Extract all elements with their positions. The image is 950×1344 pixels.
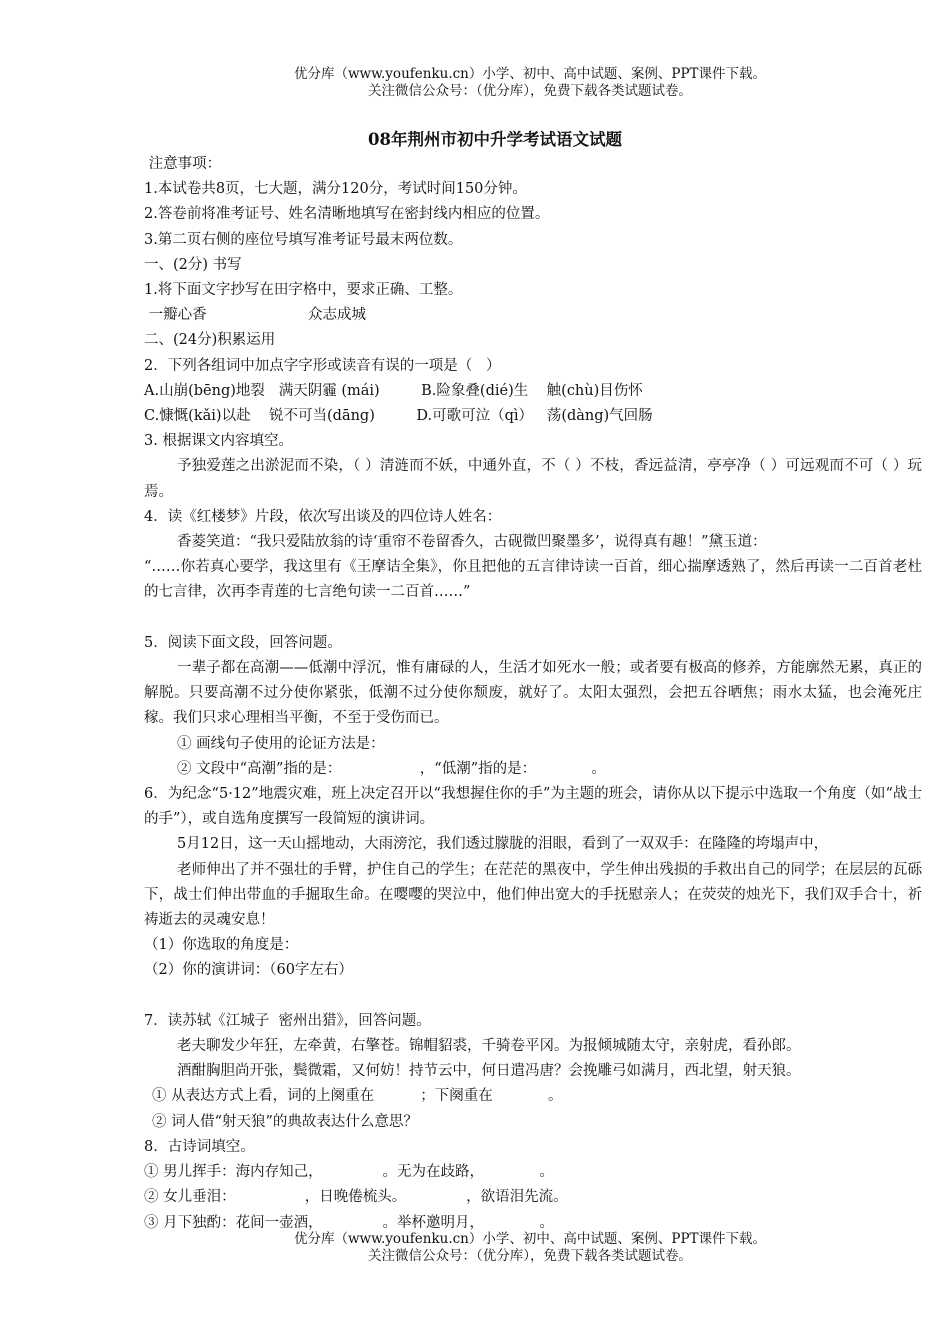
- q6-stem: 6．为纪念“5·12”地震灾难，班上决定召开以“我想握住你的手”为主题的班会，请你从以下提示中选取一个角度（如“战士的手”），或自选角度撰写一段简短的演讲词。: [144, 786, 922, 828]
- q2-options-ab: A.山崩(bēng)地裂 满天阴霾 (mái) B.险象叠(dié)生 触(chù)目伤怀: [144, 382, 643, 399]
- exam-content: [144, 152, 922, 1236]
- q7-stem: 7．读苏轼《江城子 密州出猎》，回答问题。: [144, 1012, 431, 1029]
- q2-options-cd: C.慷慨(kǎi)以赴 锐不可当(dāng) D.可歌可泣（qì） 荡(dàng)气回肠: [144, 408, 653, 425]
- q3-text: 予独爱莲之出淤泥而不染，（ ）清涟而不妖，中通外直，不（ ）不枝，香远益清，亭亭净（ ）可远观而不可（ ）玩焉。: [144, 458, 922, 500]
- notes-heading: 注意事项：: [144, 156, 222, 172]
- part2-heading: 二、(24分)积累运用: [144, 332, 276, 349]
- q5-stem: 5．阅读下面文段，回答问题。: [144, 634, 342, 651]
- q8-stem: 8．古诗词填空。: [144, 1138, 255, 1155]
- q8-line-3: ③ 月下独酌：花间一壶酒， 。举杯邀明月， 。: [144, 1214, 554, 1231]
- q7-sub-1: ① 从表达方式上看，词的上阕重在 ；下阕重在 。: [152, 1088, 563, 1105]
- q4-text-1: 香菱笑道：“我只爱陆放翁的诗‘重帘不卷留香久，古砚微凹聚墨多’，说得真有趣！”黛玉道：: [177, 534, 767, 551]
- header-line-1: 优分库（www.youfenku.cn）小学、初中、高中试题、案例、PPT课件下载。: [293, 66, 767, 82]
- note-2: 2.答卷前将准考证号、姓名清晰地填写在密封线内相应的位置。: [144, 206, 550, 223]
- q4-text-2: “……你若真心要学，我这里有《王摩诘全集》，你且把他的五言律诗读一百首，细心揣摩透熟了，然后再读一二百首老杜的七言律，次再李青莲的七言绝句读一二百首……”: [144, 559, 922, 601]
- q8-line-2: ② 女儿垂泪： ，日晚倦梳头。 ，欲语泪先流。: [144, 1189, 568, 1206]
- page-header: [0, 66, 950, 100]
- q8-line-1: ① 男儿挥手：海内存知己， 。无为在歧路， 。: [144, 1164, 554, 1181]
- q7-poem-line-1: 老夫聊发少年狂，左牵黄，右擎苍。锦帽貂裘，千骑卷平冈。为报倾城随太守，亲射虎，看孙郎。: [177, 1038, 801, 1055]
- page-footer: [0, 1231, 950, 1265]
- q2-stem: 2．下列各组词中加点字字形或读音有误的一项是（ ）: [144, 357, 501, 374]
- q1-stem: 1.将下面文字抄写在田字格中，要求正确、工整。: [144, 282, 463, 299]
- q3-stem: 3. 根据课文内容填空。: [144, 433, 293, 450]
- q6-paragraph-2: 老师伸出了并不强壮的手臂，护住自己的学生；在茫茫的黑夜中，学生伸出残损的手救出自己的同学；在层层的瓦砾下，战士们伸出带血的手掘取生命。在嘤嘤的哭泣中，他们伸出宽大的手抚慰亲人；在荧荧的烛光下，我们双手合十，祈祷逝去的灵魂安息！: [144, 861, 922, 929]
- q4-stem: 4．读《红楼梦》片段，依次写出谈及的四位诗人姓名：: [144, 508, 502, 525]
- q7-sub-2: ② 词人借“射天狼”的典故表达什么意思？: [152, 1113, 418, 1130]
- q7-poem-line-2: 酒酣胸胆尚开张，鬓微霜，又何妨！持节云中，何日遣冯唐？会挽雕弓如满月，西北望，射天狼。: [177, 1063, 801, 1080]
- header-line-2: 关注微信公众号：（优分库），免费下载各类试题试卷。: [368, 83, 692, 99]
- footer-line-1: 优分库（www.youfenku.cn）小学、初中、高中试题、案例、PPT课件下载。: [293, 1231, 767, 1247]
- q5-sub-1: ① 画线句子使用的论证方法是：: [177, 735, 385, 752]
- exam-title: 08年荆州市初中升学考试语文试题: [368, 130, 622, 149]
- q1-words: 一瓣心香 众志成城: [144, 307, 367, 324]
- q5-text: 一辈子都在高潮——低潮中浮沉，惟有庸碌的人，生活才如死水一般；或者要有极高的修养，方能廓然无累，真正的解脱。只要高潮不过分使你紧张，低潮不过分使你颓废，就好了。太阳太强烈，会把五谷晒焦；雨水太猛，也会淹死庄稼。我们只求心理相当平衡，不至于受伤而已。: [144, 660, 922, 727]
- footer-line-2: 关注微信公众号：（优分库），免费下载各类试题试卷。: [368, 1248, 692, 1264]
- note-3: 3.第二页右侧的座位号填写准考证号最末两位数。: [144, 231, 463, 248]
- note-1: 1.本试卷共8页，七大题，满分120分，考试时间150分钟。: [144, 181, 527, 198]
- q6-paragraph-1: 5月12日，这一天山摇地动，大雨滂沱，我们透过朦胧的泪眼，看到了一双双手：在隆隆的垮塌声中，: [177, 836, 829, 853]
- q5-sub-2: ② 文段中“高潮”指的是： ，“低潮”指的是： 。: [177, 760, 606, 777]
- part1-heading: 一、(2分) 书写: [144, 256, 242, 273]
- q6-sub-1: （1）你选取的角度是：: [144, 937, 299, 954]
- q6-sub-2: （2）你的演讲词：（60字左右）: [144, 962, 353, 979]
